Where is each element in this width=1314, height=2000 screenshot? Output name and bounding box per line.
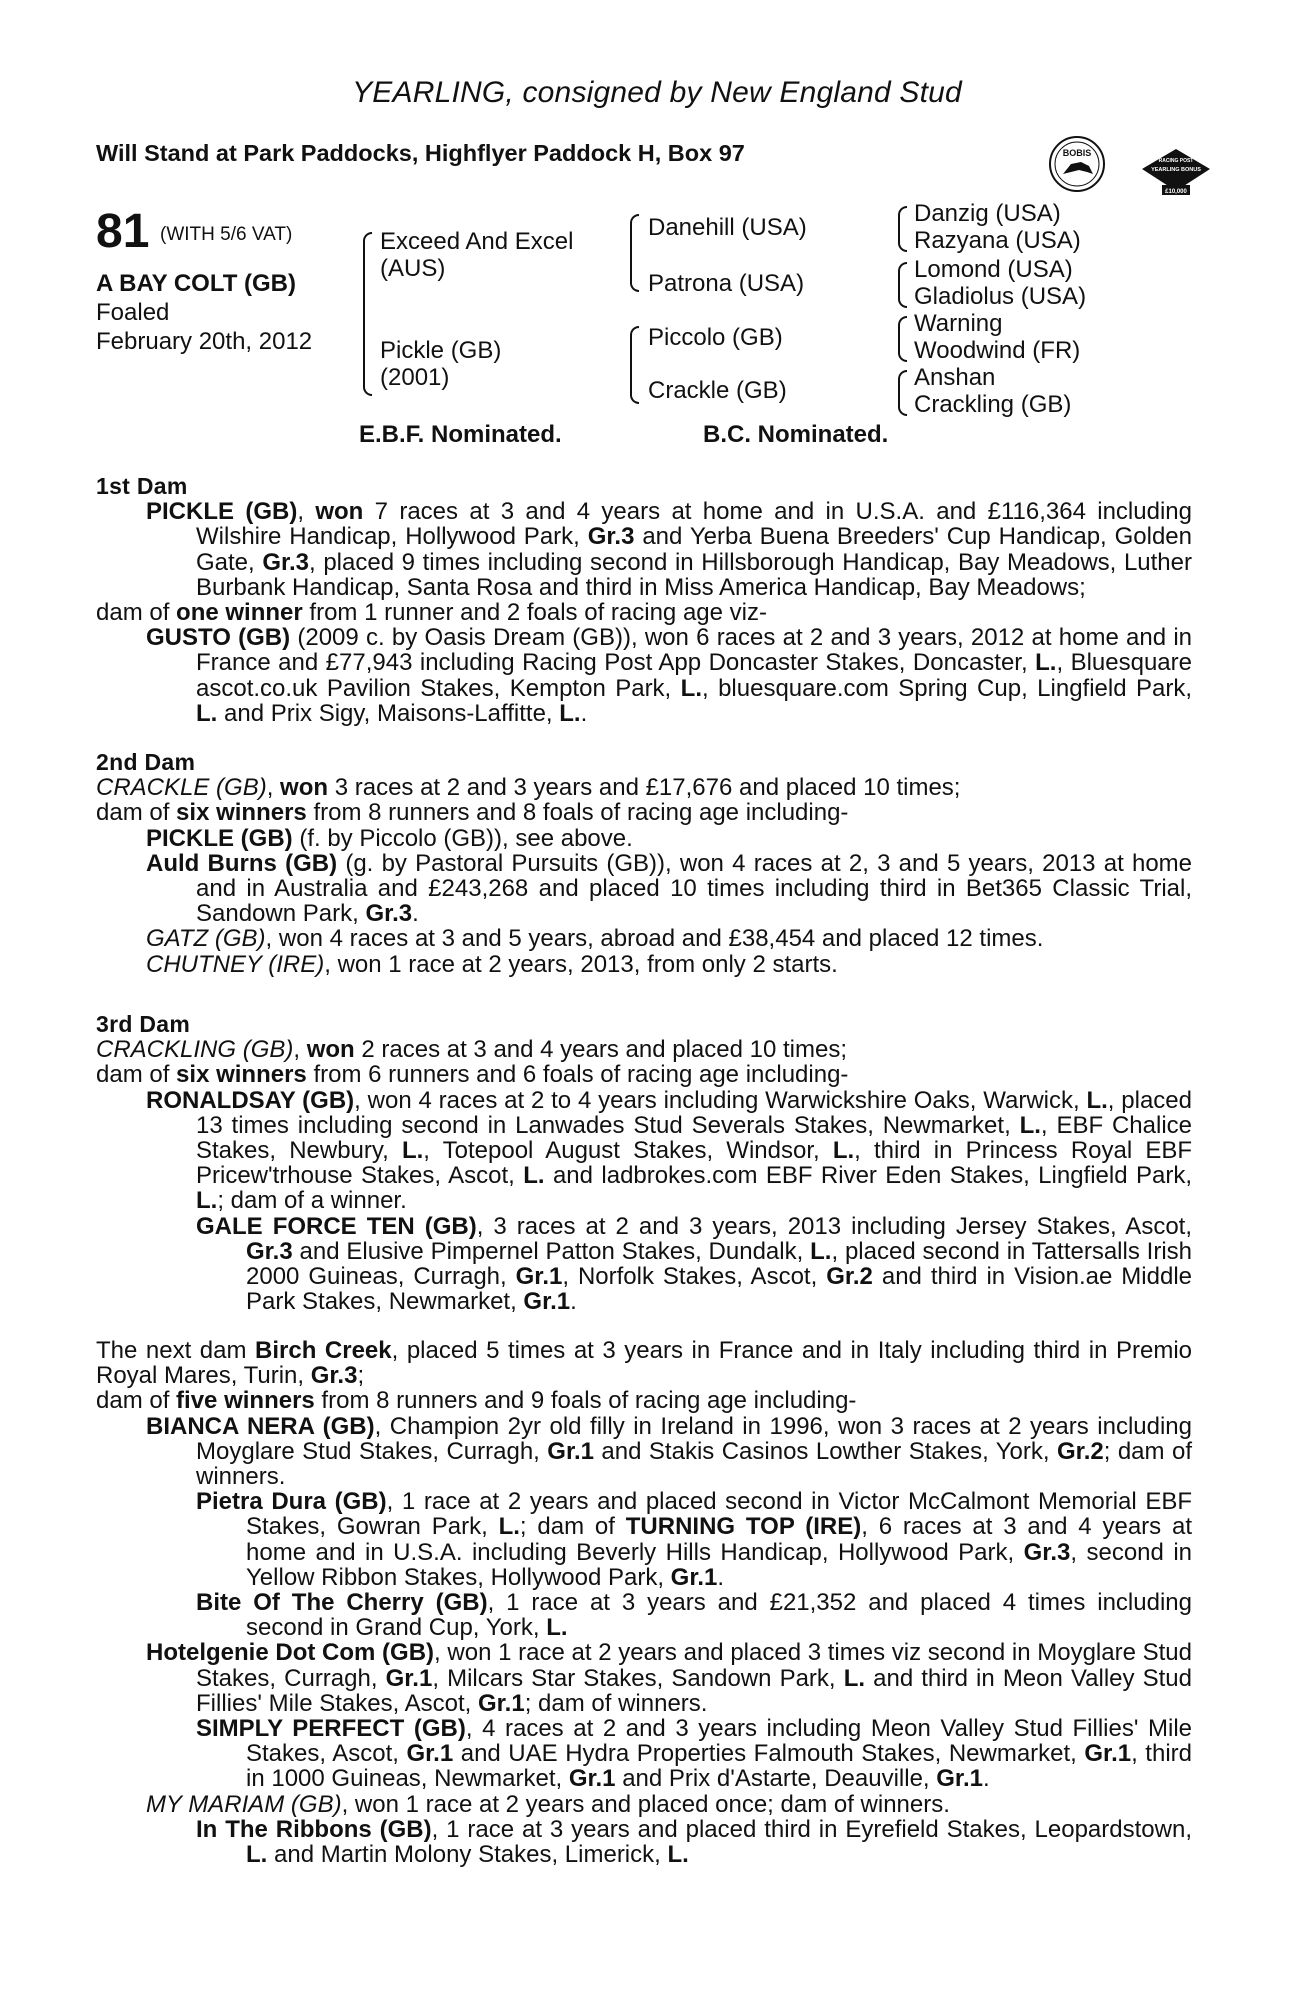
first-dam-text3: , placed 9 times including second in Hillsborough Handicap, Bay Meadows, Luther Burbank Handicap, Santa Rosa and third in Miss America Handicap, Bay Meadows;: [196, 548, 1192, 601]
gusto-text3: , bluesquare.com Spring Cup, Lingfield Park,: [701, 674, 1192, 702]
simply-g4: Gr.1: [936, 1765, 983, 1793]
ped-dds: Anshan: [914, 364, 996, 391]
gale-t2: and Elusive Pimpernel Patton Stakes, Dundalk,: [292, 1237, 811, 1265]
pietra-t3: , 6 races at 3 and 4 years at home and in U.S.A. including Beverly Hills Handicap, Hollywood Park,: [246, 1513, 1193, 1566]
bite-of-the-cherry-entry: [196, 1590, 1192, 1640]
third-dam-dam-rest: from 6 runners and 6 foals of racing age including-: [306, 1061, 849, 1089]
brace-dam-parents: [630, 326, 639, 404]
ped-dam-year: (2001): [380, 364, 450, 391]
third-dam-record: CRACKLING (GB), won 2 races at 3 and 4 years and placed 10 times;: [96, 1036, 847, 1064]
simply-g1: Gr.1: [406, 1740, 454, 1768]
gale-t3: , placed second in Tattersalls Irish 2000 Guineas, Curragh,: [246, 1237, 1193, 1291]
mariam-text: , won 1 race at 2 years and placed once; dam of winners.: [341, 1790, 950, 1818]
brace-ds: [898, 316, 907, 362]
bite-t1: , 1 race at 3 years and £21,352 and placed 4 times including second in Grand Cup, York,: [246, 1589, 1192, 1642]
bonus-top-label: RACING POST: [1158, 158, 1194, 164]
simply-t3: , third in 1000 Guineas, Newmarket,: [246, 1740, 1192, 1793]
ped-dam-sire: Piccolo (GB): [648, 324, 783, 351]
gale-force-ten-entry: [196, 1214, 1192, 1315]
next-dam-winners: five winners: [176, 1387, 315, 1415]
my-mariam-entry: [146, 1792, 1192, 1817]
stand-location: Will Stand at Park Paddocks, Highflyer Paddock H, Box 97: [96, 140, 745, 166]
gale-t1: , 3 races at 2 and 3 years, 2013 including Jersey Stakes, Ascot,: [476, 1212, 1193, 1240]
next-dam-gr: Gr.3: [310, 1362, 358, 1390]
pietra-t4: , second in Yellow Ribbon Stakes, Hollywood Park,: [246, 1538, 1193, 1591]
second-dam-name: CRACKLE (GB): [96, 774, 267, 802]
ronaldsay-entry: [146, 1088, 1192, 1214]
chutney-text: , won 1 race at 2 years, 2013, from only 2 starts.: [324, 950, 838, 978]
bianca-name: BIANCA NERA (GB): [146, 1412, 375, 1440]
first-dam-section: [96, 474, 1192, 726]
brace-dd: [898, 370, 907, 416]
chutney-entry: [146, 952, 1192, 977]
simply-end: .: [982, 1765, 990, 1793]
ronaldsay-t7: ; dam of a winner.: [217, 1187, 407, 1215]
brace-ss: [898, 206, 907, 252]
simply-t4: and Prix d'Astarte, Deauville,: [615, 1765, 937, 1793]
pietra-t2: ; dam of: [519, 1513, 626, 1541]
bianca-g2: Gr.2: [1057, 1437, 1104, 1465]
next-dam-dam-of: dam of: [96, 1387, 177, 1415]
second-dam-text1: 3 races at 2 and 3 years and £17,676 and placed 10 times;: [328, 774, 961, 802]
yearling-bonus-logo-icon: [1138, 147, 1214, 199]
brace-sire-parents: [630, 214, 639, 292]
hotel-t1: , won 1 race at 2 years and placed 3 times viz second in Moyglare Stud Stakes, Curragh,: [196, 1639, 1193, 1692]
gusto-l4: L.: [559, 699, 581, 727]
first-dam-gr3a: Gr.3: [587, 523, 635, 551]
ped-dam-dam: Crackle (GB): [648, 377, 787, 404]
ped-dss: Warning: [914, 310, 1003, 337]
bite-l: L.: [546, 1614, 568, 1642]
gale-t5: and third in Vision.ae Middle Park Stakes, Newmarket,: [246, 1263, 1193, 1316]
third-dam-produce: [96, 1062, 1192, 1087]
second-dam-section: [96, 750, 1192, 977]
bianca-t3: ; dam of winners.: [196, 1437, 1192, 1491]
ronaldsay-t6: and ladbrokes.com EBF River Eden Stakes, Lingfield Park,: [544, 1162, 1192, 1190]
pietra-g1: Gr.3: [1023, 1538, 1071, 1566]
gusto-text1: (2009 c. by Oasis Dream (GB)), won 6 races at 2 and 3 years, 2012 at home and in France and £77,943 including Racing Post App Doncaster Stakes, Doncaster,: [196, 624, 1192, 677]
pietra-name: Pietra Dura (GB): [196, 1488, 387, 1516]
third-dam-winners: six winners: [176, 1061, 307, 1089]
hotel-t3: and third in Meon Valley Stud Fillies' Mile Stakes, Ascot,: [196, 1664, 1192, 1717]
bianca-t2: and Stakis Casinos Lowther Stakes, York,: [593, 1437, 1058, 1465]
bianca-g1: Gr.1: [547, 1437, 594, 1465]
pietra-dura-entry: [196, 1489, 1192, 1590]
bianca-nera-entry: [146, 1414, 1192, 1490]
hotelgenie-entry: [146, 1640, 1192, 1716]
pietra-l: L.: [498, 1513, 520, 1541]
ped-sdd: Gladiolus (USA): [914, 283, 1087, 310]
ped-sss: Danzig (USA): [914, 200, 1061, 227]
ped-dam: Pickle (GB): [380, 337, 502, 364]
second-dam-dam-rest: from 8 runners and 8 foals of racing age including-: [306, 799, 849, 827]
third-dam-text1: 2 races at 3 and 4 years and placed 10 times;: [354, 1036, 847, 1064]
foaled-date: February 20th, 2012: [96, 328, 313, 355]
bianca-t1: , Champion 2yr old filly in Ireland in 1996, won 3 races at 2 years including Moyglare Stud Stakes, Curragh,: [196, 1412, 1192, 1465]
hotel-name: Hotelgenie Dot Com (GB): [146, 1639, 435, 1667]
bite-name: Bite Of The Cherry (GB): [196, 1589, 488, 1617]
second-dam-record: CRACKLE (GB), won 3 races at 2 and 3 years and £17,676 and placed 10 times;: [96, 774, 961, 802]
first-dam-produce: [96, 600, 1192, 625]
gusto-end: .: [580, 699, 588, 727]
auld-burns-text: (g. by Pastoral Pursuits (GB)), won 4 races at 2, 3 and 5 years, 2013 at home and in Australia and £243,268 and placed 10 times including third in Bet365 Classic Trial, Sandown Park,: [196, 849, 1193, 928]
third-dam-name: CRACKLING (GB): [96, 1036, 294, 1064]
turning-top-name: TURNING TOP (IRE): [625, 1513, 862, 1541]
next-dam-produce: [96, 1388, 1192, 1413]
pickle-text: (f. by Piccolo (GB)), see above.: [292, 824, 633, 852]
second-dam-produce: [96, 800, 1192, 825]
first-dam-text1: 7 races at 3 and 4 years at home and in U.S.A. and £116,364 including Wilshire Handicap, Hollywood Park,: [196, 498, 1192, 551]
ped-sire-country: (AUS): [380, 255, 446, 282]
bonus-amount-label: £10,000: [1165, 189, 1187, 195]
next-dam-section: [96, 1338, 1192, 1867]
third-dam-section: [96, 1012, 1192, 1314]
ped-ddd: Crackling (GB): [914, 391, 1072, 418]
gusto-l2: L.: [680, 674, 702, 702]
vat-note: (WITH 5/6 VAT): [160, 224, 293, 245]
first-dam-text2: and Yerba Buena Breeders' Cup Handicap, Golden Gate,: [196, 523, 1193, 576]
ribbons-t2: and Martin Molony Stakes, Limerick,: [267, 1841, 668, 1869]
simply-g3: Gr.1: [568, 1765, 616, 1793]
mariam-name: MY MARIAM (GB): [146, 1790, 342, 1818]
gusto-text2: , Bluesquare ascot.co.uk Pavilion Stakes, Kempton Park,: [196, 649, 1192, 702]
ronaldsay-t1: , won 4 races at 2 to 4 years including Warwickshire Oaks, Warwick,: [354, 1086, 1087, 1114]
ronaldsay-l4: L.: [832, 1137, 855, 1165]
ronaldsay-l6: L.: [196, 1187, 218, 1215]
ribbons-l2: L.: [667, 1841, 689, 1869]
pietra-end: .: [717, 1563, 725, 1591]
gusto-name: GUSTO (GB): [146, 624, 291, 652]
pickle-entry: [146, 826, 1192, 851]
gatz-text: , won 4 races at 3 and 5 years, abroad and £38,454 and placed 12 times.: [265, 925, 1044, 953]
next-dam-text1: , placed 5 times at 3 years in France and in Italy including third in Premio Royal Mares, Turin,: [96, 1337, 1192, 1390]
ped-sire-sire: Danehill (USA): [648, 214, 807, 241]
ronaldsay-t2: , placed 13 times including second in Lanwades Stud Severals Stakes, Newmarket,: [196, 1086, 1192, 1139]
simply-t2: and UAE Hydra Properties Falmouth Stakes, Newmarket,: [453, 1740, 1085, 1768]
gatz-entry: [146, 926, 1192, 951]
gale-g4: Gr.1: [523, 1288, 571, 1316]
gusto-l3: L.: [196, 699, 218, 727]
next-dam-dam-rest: from 8 runners and 9 foals of racing age including-: [314, 1387, 857, 1415]
simply-t1: , 4 races at 2 and 3 years including Meon Valley Stud Fillies' Mile Stakes, Ascot,: [246, 1715, 1192, 1768]
brace-sd: [898, 262, 907, 308]
gusto-entry: [146, 625, 1192, 726]
ped-sire-dam: Patrona (USA): [648, 270, 805, 297]
ribbons-name: In The Ribbons (GB): [196, 1815, 432, 1843]
bobis-logo-icon: [1047, 134, 1107, 194]
ronaldsay-t5: , third in Princess Royal EBF Pricew'trhouse Stakes, Ascot,: [196, 1137, 1193, 1190]
hotel-t2: , Milcars Star Stakes, Sandown Park,: [432, 1664, 844, 1692]
auld-burns-end: .: [412, 900, 419, 928]
brace-sire-dam: [363, 232, 372, 396]
in-the-ribbons-entry: [196, 1817, 1192, 1867]
third-dam-dam-of: dam of: [96, 1061, 177, 1089]
lot-number: 81: [96, 205, 150, 258]
ronaldsay-t4: , Totepool August Stakes, Windsor,: [423, 1137, 833, 1165]
bobis-label: BOBIS: [1062, 148, 1092, 158]
next-dam-intro: The next dam: [96, 1337, 256, 1364]
second-dam-heading: 2nd Dam: [96, 749, 196, 775]
ped-ssd: Razyana (USA): [914, 227, 1081, 254]
gale-t4: , Norfolk Stakes, Ascot,: [562, 1263, 827, 1291]
ribbons-t1: , 1 race at 3 years and placed third in Eyrefield Stakes, Leopardstown,: [431, 1815, 1192, 1843]
second-dam-dam-of: dam of: [96, 799, 177, 827]
pietra-g2: Gr.1: [670, 1563, 718, 1591]
simply-g2: Gr.1: [1084, 1740, 1132, 1768]
third-dam-heading: 3rd Dam: [96, 1011, 191, 1037]
page-title: YEARLING, consigned by New England Stud: [352, 76, 962, 109]
first-dam-won: won: [315, 498, 364, 526]
first-dam-name: PICKLE (GB): [146, 498, 298, 526]
auld-burns-gr: Gr.3: [365, 900, 413, 928]
gusto-text4: and Prix Sigy, Maisons-Laffitte,: [217, 699, 560, 727]
ronaldsay-t3: , EBF Chalice Stakes, Newbury,: [196, 1111, 1193, 1165]
hotel-g2: Gr.1: [478, 1689, 525, 1717]
first-dam-gr3b: Gr.3: [262, 548, 310, 576]
ronaldsay-l1: L.: [1086, 1086, 1108, 1114]
gale-end: .: [570, 1288, 577, 1316]
first-dam-winners: one winner: [176, 599, 303, 627]
first-dam-dam-rest: from 1 runner and 2 foals of racing age viz-: [302, 599, 767, 627]
third-dam-won: won: [306, 1036, 355, 1064]
gale-name: GALE FORCE TEN (GB): [196, 1212, 477, 1240]
hotel-t4: ; dam of winners.: [524, 1689, 708, 1717]
hotel-g1: Gr.1: [385, 1664, 433, 1692]
chutney-name: CHUTNEY (IRE): [146, 950, 325, 978]
gusto-l1: L.: [1035, 649, 1057, 677]
ped-sire: Exceed And Excel: [380, 228, 574, 255]
first-dam-dam-of: dam of: [96, 599, 177, 627]
ronaldsay-l3: L.: [401, 1137, 424, 1165]
second-dam-won: won: [280, 774, 329, 802]
ronaldsay-l5: L.: [523, 1162, 545, 1190]
gale-g2: Gr.1: [515, 1263, 563, 1291]
foaled-info: [96, 298, 312, 356]
first-dam-heading: 1st Dam: [96, 473, 188, 499]
gale-g3: Gr.2: [826, 1263, 873, 1291]
ped-sds: Lomond (USA): [914, 256, 1073, 283]
pickle-name: PICKLE (GB): [146, 824, 293, 852]
next-dam-text-end: ;: [357, 1362, 365, 1390]
ped-dsd: Woodwind (FR): [914, 337, 1081, 364]
foaled-label: Foaled: [96, 299, 170, 326]
bonus-mid-label: YEARLING BONUS: [1151, 167, 1201, 173]
gale-g1: Gr.3: [246, 1237, 293, 1265]
simply-name: SIMPLY PERFECT (GB): [196, 1715, 466, 1743]
ribbons-l1: L.: [246, 1841, 268, 1869]
auld-burns-entry: [146, 851, 1192, 927]
gale-l1: L.: [810, 1237, 832, 1265]
ronaldsay-l2: L.: [1019, 1111, 1041, 1139]
next-dam-name: Birch Creek: [255, 1337, 392, 1364]
gatz-name: GATZ (GB): [146, 925, 266, 953]
auld-burns-name: Auld Burns (GB): [146, 849, 338, 877]
bc-nominated: B.C. Nominated.: [703, 421, 889, 448]
pietra-t1: , 1 race at 2 years and placed second in Victor McCalmont Memorial EBF Stakes, Gowran Park,: [246, 1488, 1193, 1541]
simply-perfect-entry: [196, 1716, 1192, 1792]
ebf-nominated: E.B.F. Nominated.: [359, 421, 562, 448]
hotel-l: L.: [843, 1664, 866, 1692]
first-dam-record: PICKLE (GB), won 7 races at 3 and 4 years at home and in U.S.A. and £116,364 including Wilshire Handicap, Hollywood Park, Gr.3 and Yerba Buena Breeders' Cup Handicap, Golden Gate, Gr.3, placed 9 times including second in Hillsborough Handicap, Bay Meadows, Luther Burbank Handicap, Santa Rosa and third in Miss America Handicap, Bay Meadows;: [146, 498, 1193, 601]
ronaldsay-name: RONALDSAY (GB): [146, 1086, 355, 1114]
lot-description: A BAY COLT (GB): [96, 270, 297, 297]
second-dam-winners: six winners: [176, 799, 307, 827]
next-dam-record: [96, 1338, 1192, 1388]
